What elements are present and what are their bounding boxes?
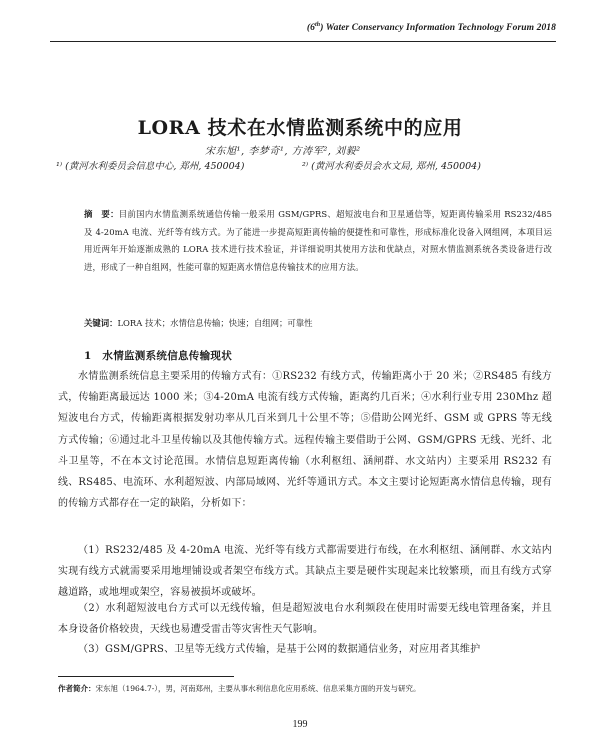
paper-title: LORA 技术在水情监测系统中的应用 <box>137 117 463 139</box>
body-paragraph: （1）RS232/485 及 4-20mA 电流、光纤等有线方式都需要进行布线，在水利枢纽、涵闸群、水文站内实现有线方式就需要采用地埋铺设或者架空布线方式。其缺点主要是硬件实现起来比较繁琐，而且有线方式穿越道路，或地埋或架空，容易被损坏或破坏。 <box>58 545 552 599</box>
abstract-label: 摘 要： <box>84 209 119 219</box>
author-footnote <box>58 683 552 694</box>
section-heading: 1 水情监测系统信息传输现状 <box>84 350 233 362</box>
keywords-text: LORA 技术；水情信息传输；快速；自组网；可靠性 <box>117 318 313 328</box>
body-paragraph: 水情监测系统信息主要采用的传输方式有：①RS232 有线方式，传输距离小于 20 米；②RS485 有线方式，传输距离最远达 1000 米；③4-20mA 电流有线方式传输，距离约几百米；④水利行业专用 230Mhz 超短波电台方式，传输距离根据发射功率从几百米到几十公里不等；⑤借助公网光纤、GSM 或 GPRS 等无线方式传输；⑥通过北斗卫星传输以及其他传输方式。远程传输主要借助于公网、GSM/GPRS 无线、光纤、北斗卫星等，不在本文讨论范围。水情信息短距离传输（水利枢纽、涵闸群、水文站内）主要采用 RS232 有线、RS485、电流环、水利超短波、内部局域网、光纤等通讯方式。本文主要讨论短距离水情信息传输，现有的传输方式都存在一定的缺陷，分析如下： <box>58 371 552 510</box>
page-number: 199 <box>292 719 308 730</box>
affiliation-2: ²⁾ (黄河水利委员会水文局, 郑州, 450004) <box>302 161 481 172</box>
body-paragraph: （2）水利超短波电台方式可以无线传输，但是超短波电台水利频段在使用时需要无线电管理备案，并且本身设备价格较贵，天线也易遭受雷击等灾害性天气影响。 <box>58 603 552 636</box>
header-rule <box>50 41 556 42</box>
footnote-label: 作者简介： <box>58 684 96 693</box>
abstract-text: 目前国内水情监测系统通信传输一般采用 GSM/GPRS、超短波电台和卫星通信等，短距离传输采用 RS232/485 及 4-20mA 电流、光纤等有线方式。为了能进一步提高短距离传输的便捷性和可靠性，形成标准化设备入网组网，本项目运用近两年开始逐渐成熟的 LORA 技术进行技术验证，并详细说明其使用方法和优缺点，对照水情监测系统各类设备进行改进，形成了一种自组网，性能可靠的短距离水情信息传输技术的应用方法。 <box>84 209 552 272</box>
affiliations <box>56 158 556 172</box>
footnote-rule <box>58 676 234 677</box>
running-header: (6th) Water Conservancy Information Technology Forum 2018 <box>306 22 556 34</box>
keywords <box>84 316 552 330</box>
body-paragraph: （3）GSM/GPRS、卫星等无线方式传输，是基于公网的数据通信业务，对应用者其维护 <box>78 644 481 655</box>
affiliation-1: ¹⁾ (黄河水利委员会信息中心, 郑州, 450004) <box>56 161 245 172</box>
footnote-text: 宋东旭（1964.7-），男，河南郑州，主要从事水利信息化应用系统、信息采集方面的开发与研究。 <box>95 684 421 693</box>
abstract <box>84 206 552 276</box>
keywords-label: 关键词： <box>84 318 118 328</box>
author-list: 宋东旭¹, 李梦奇¹, 方涛军², 刘毅² <box>205 146 361 157</box>
